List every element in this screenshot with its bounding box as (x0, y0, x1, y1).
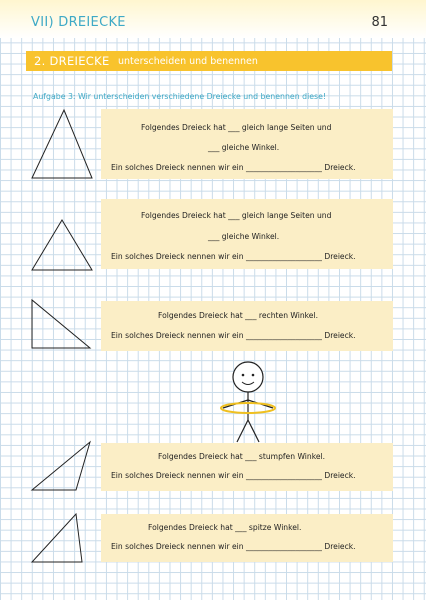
box-4-line-1: Folgendes Dreieck hat ___ stumpfen Winkel. (158, 452, 326, 461)
task-instruction: Aufgabe 3: Wir unterscheiden verschiedene Dreiecke und benennen diese! (33, 92, 327, 101)
box-5-line-2: Ein solches Dreieck nennen wir ein ____________________ Dreieck. (111, 542, 356, 551)
box-1-line-1: Folgendes Dreieck hat ___ gleich lange Seiten und (141, 123, 332, 132)
triangle-1-figure (30, 108, 94, 180)
box-1-line-2: ___ gleiche Winkel. (208, 143, 280, 152)
chapter-title: VII) DREIECKE (31, 15, 126, 30)
answer-box-4 (101, 443, 393, 491)
answer-box-1 (101, 109, 393, 179)
box-1-line-3: Ein solches Dreieck nennen wir ein ____________________ Dreieck. (111, 163, 356, 172)
triangle-3-figure (30, 298, 94, 352)
box-5-line-1: Folgendes Dreieck hat ___ spitze Winkel. (148, 523, 302, 532)
answer-box-3 (101, 301, 393, 351)
box-3-line-2: Ein solches Dreieck nennen wir ein ____________________ Dreieck. (111, 331, 356, 340)
box-2-line-1: Folgendes Dreieck hat ___ gleich lange Seiten und (141, 211, 332, 220)
page-number: 81 (371, 15, 388, 30)
box-4-line-2: Ein solches Dreieck nennen wir ein ____________________ Dreieck. (111, 471, 356, 480)
box-3-line-1: Folgendes Dreieck hat ___ rechten Winkel. (158, 311, 319, 320)
answer-box-2 (101, 199, 393, 269)
box-2-line-2: ___ gleiche Winkel. (208, 232, 280, 241)
section-subtitle: unterscheiden und benennen (118, 56, 258, 67)
box-2-line-3: Ein solches Dreieck nennen wir ein ____________________ Dreieck. (111, 252, 356, 261)
answer-box-5 (101, 514, 393, 562)
section-title: 2. DREIECKE (34, 54, 110, 68)
triangle-4-figure (30, 440, 94, 492)
triangle-2-figure (30, 218, 94, 272)
stick-figure-illustration (213, 360, 283, 446)
section-title-bar (26, 51, 392, 71)
triangle-5-figure (30, 512, 94, 564)
